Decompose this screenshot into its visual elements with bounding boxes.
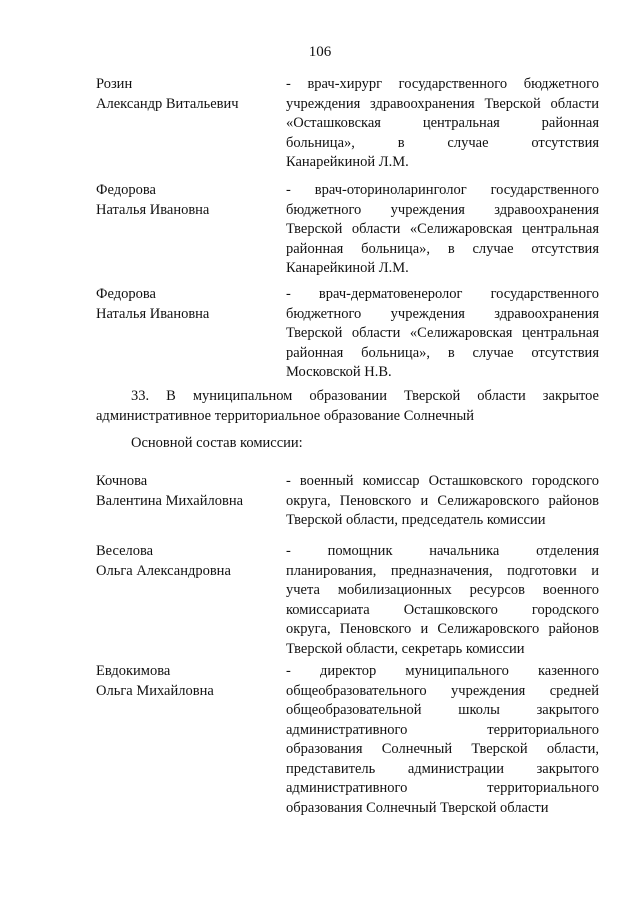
role-line: - врач-дерматовенеролог государственного — [286, 286, 599, 302]
member-role — [286, 472, 599, 531]
member-surname: Федорова — [96, 286, 156, 302]
member-given-names: Наталья Ивановна — [96, 201, 210, 218]
role-line: больница», в случае отсутствия — [286, 134, 599, 151]
member-surname: Кочнова — [96, 473, 148, 489]
member-given-names: Наталья Ивановна — [96, 305, 210, 322]
role-line: округа, Пеновского и Селижаровского районов — [286, 492, 599, 509]
role-line: Тверской области «Селижаровская центральная — [286, 221, 599, 237]
role-line: комиссариата Осташковского городского — [286, 601, 599, 618]
role-line: - военный комиссар Осташковского городского — [286, 473, 599, 489]
member-surname: Розин — [96, 76, 133, 92]
member-surname: Веселова — [96, 543, 154, 559]
role-line: образования Солнечный Тверской области — [286, 799, 549, 816]
role-line: Тверской области, председатель комиссии — [286, 512, 546, 528]
role-line: Канарейкиной Л.М. — [286, 260, 409, 276]
role-line: - врач-оториноларинголог государственного — [286, 182, 599, 198]
role-line: представитель администрации закрытого — [286, 760, 599, 777]
role-line: - помощник начальника отделения — [286, 543, 599, 559]
role-line: бюджетного учреждения здравоохранения — [286, 201, 599, 218]
member-name — [96, 662, 276, 701]
member-role — [286, 662, 599, 818]
role-line: - врач-хирург государственного бюджетного — [286, 76, 599, 92]
member-name — [96, 75, 276, 114]
role-line: - директор муниципального казенного — [286, 663, 599, 679]
member-given-names: Александр Витальевич — [96, 95, 239, 112]
role-line: административного территориального — [286, 780, 599, 796]
member-name — [96, 285, 276, 324]
role-line: округа, Пеновского и Селижаровского районов — [286, 621, 599, 637]
member-role — [286, 181, 599, 279]
page-number: 106 — [308, 44, 332, 60]
role-line: районная больница», в случае отсутствия — [286, 344, 599, 361]
role-line: Московской Н.В. — [286, 364, 392, 380]
role-line: Тверской области «Селижаровская центральная — [286, 325, 599, 341]
member-given-names: Ольга Михайловна — [96, 682, 214, 699]
member-role — [286, 285, 599, 383]
role-line: общеобразовательного учреждения средней — [286, 682, 599, 699]
role-line: Канарейкиной Л.М. — [286, 154, 409, 170]
role-line: планирования, предназначения, подготовки и — [286, 562, 599, 579]
member-role — [286, 75, 599, 173]
member-given-names: Валентина Михайловна — [96, 492, 244, 509]
section-33-line: 33. В муниципальном образовании Тверской области закрытое — [131, 388, 599, 404]
member-surname: Евдокимова — [96, 663, 171, 679]
member-given-names: Ольга Александровна — [96, 562, 231, 579]
section-33-paragraph — [96, 387, 599, 426]
role-line: районная больница», в случае отсутствия — [286, 240, 599, 257]
role-line: учреждения здравоохранения Тверской области — [286, 95, 599, 112]
role-line: Тверской области, секретарь комиссии — [286, 640, 525, 657]
composition-heading: Основной состав комиссии: — [131, 435, 303, 451]
member-surname: Федорова — [96, 182, 156, 198]
role-line: «Осташковская центральная районная — [286, 115, 599, 131]
role-line: учета мобилизационных ресурсов военного — [286, 582, 599, 598]
member-role — [286, 542, 599, 659]
role-line: образования Солнечный Тверской области, — [286, 741, 599, 757]
section-33-line: административное территориальное образование Солнечный — [96, 407, 475, 424]
member-name — [96, 181, 276, 220]
role-line: бюджетного учреждения здравоохранения — [286, 305, 599, 322]
member-name — [96, 542, 276, 581]
role-line: административного территориального — [286, 721, 599, 738]
role-line: общеобразовательной школы закрытого — [286, 702, 599, 718]
member-name — [96, 472, 276, 511]
